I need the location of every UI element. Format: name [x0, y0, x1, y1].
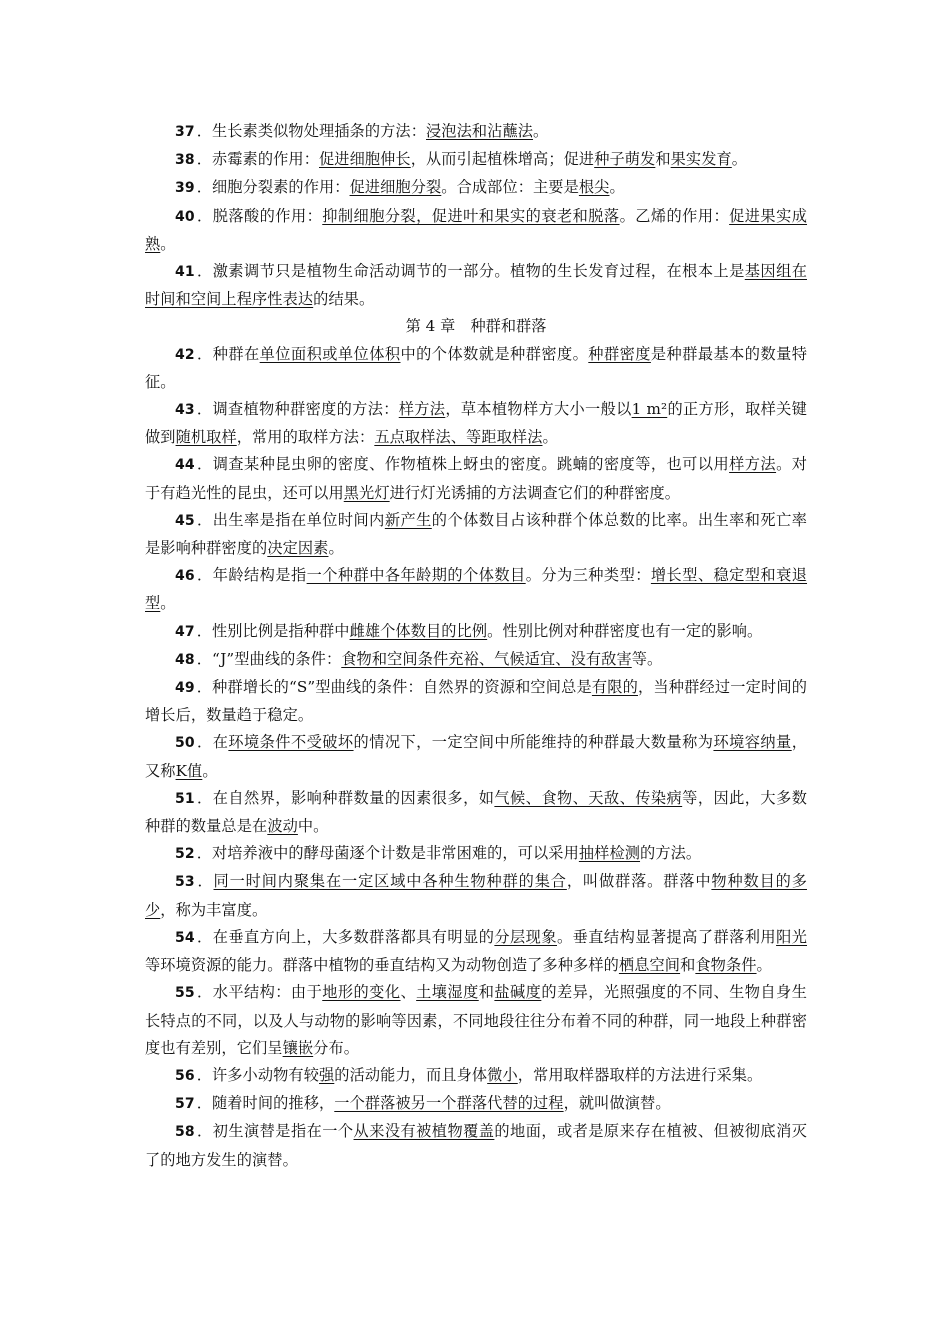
item-number: 49	[175, 680, 195, 697]
text-segment: 分布。	[313, 1038, 360, 1057]
underlined-answer: 环境容纳量	[713, 733, 792, 752]
item-number: 41	[175, 264, 195, 281]
text-segment: ．在	[196, 733, 229, 752]
text-segment: ．初生演替是指在一个	[196, 1122, 354, 1141]
underlined-answer: 镶嵌	[282, 1038, 314, 1057]
underlined-answer: 种子萌发	[594, 150, 656, 169]
text-segment: ．许多小动物有较	[196, 1065, 319, 1084]
text-segment: 是种群最基本的数量特征。	[145, 344, 808, 391]
underlined-answer: 一个种群中各年龄期的个体数目	[306, 566, 526, 585]
underlined-answer: 盐碱度	[494, 983, 542, 1002]
underlined-answer: 食物条件	[695, 956, 757, 975]
item-43	[145, 396, 807, 451]
text-segment: 等。	[631, 649, 663, 668]
underlined-answer: 样方法	[398, 400, 446, 419]
text-segment: 、	[400, 983, 417, 1002]
underlined-answer: 土壤湿度	[416, 983, 479, 1002]
text-segment: ．调查某种昆虫卵的密度、作物植株上蚜虫的密度。跳蝻的密度等，也可以用	[196, 455, 730, 474]
text-segment: 。	[542, 428, 558, 447]
item-number: 50	[175, 735, 195, 752]
text-segment: 。	[731, 150, 748, 169]
underlined-answer: 新产生	[384, 510, 432, 529]
underlined-answer: 抑制细胞分裂，促进叶和果实的衰老和脱落	[322, 206, 620, 225]
text-segment: 的正方形，取样关键做到	[145, 400, 807, 447]
underlined-answer: 阳光	[776, 927, 808, 946]
text-segment: 。	[328, 539, 344, 558]
text-segment: ，草本植物样方大小一般以	[445, 400, 632, 419]
item-41	[145, 258, 807, 313]
item-40	[145, 203, 807, 258]
text-segment: ．细胞分裂素的作用：	[196, 178, 350, 197]
underlined-answer: 环境条件不受破坏	[228, 733, 354, 752]
underlined-answer: 黑光灯	[343, 483, 390, 502]
text-segment: 的地面，或者是原来存在植被、但被彻底消灭了的地方发生的演替。	[145, 1122, 808, 1169]
text-segment: 的方法。	[640, 844, 702, 863]
text-segment: 的活动能力，而且身体	[334, 1065, 488, 1084]
chapter-heading: 第 4 章 种群和群落	[405, 317, 547, 336]
item-number: 44	[175, 457, 195, 474]
text-segment: ．种群增长的“S”型曲线的条件：自然界的资源和空间总是	[196, 678, 592, 697]
underlined-answer: 促进果实成熟	[145, 206, 808, 253]
item-44	[145, 451, 807, 506]
text-segment: 的差异，光照强度的不同、生物自身生长特点的不同，以及人与动物的影响等因素，不同地段往往分布着不同的种群，同一地段上种群密度也有差别，它们呈	[145, 983, 807, 1057]
underlined-answer: 单位面积或单位体积	[259, 344, 401, 363]
underlined-answer: 有限的	[591, 678, 639, 697]
item-number: 51	[175, 790, 195, 807]
underlined-answer: 促进细胞伸长	[319, 150, 411, 169]
item-number: 40	[175, 208, 195, 225]
text-segment: ．对培养液中的酵母菌逐个计数是非常困难的，可以采用	[196, 844, 579, 863]
item-number: 47	[175, 623, 195, 640]
underlined-answer: 同一时间内聚集在一定区域中各种生物种群的集合	[213, 872, 567, 891]
text-segment: 。	[160, 234, 176, 253]
text-segment: 。	[202, 761, 218, 780]
text-segment: 等，因此，大多数种群的数量总是在	[145, 788, 807, 836]
text-segment: 和	[655, 150, 671, 169]
underlined-answer: 物种数目的多少	[145, 872, 807, 919]
item-49	[145, 674, 807, 729]
underlined-answer: 决定因素	[267, 539, 329, 558]
underlined-answer: 促进细胞分裂	[349, 178, 442, 197]
underlined-answer: 分层现象	[494, 927, 557, 946]
text-segment: ．“J”型曲线的条件：	[196, 649, 342, 668]
item-42	[145, 341, 807, 396]
text-segment: 。	[756, 956, 772, 975]
item-56	[145, 1062, 807, 1090]
text-segment: ．随着时间的推移，	[196, 1094, 335, 1113]
item-38	[145, 146, 807, 174]
underlined-answer: 根尖	[578, 178, 610, 197]
text-segment: ．调查植物种群密度的方法：	[196, 400, 399, 419]
text-segment: ，叫做群落。群落中	[566, 872, 712, 891]
text-segment: 。	[609, 178, 625, 197]
item-number: 58	[175, 1124, 195, 1141]
text-segment: 。合成部位：主要是	[441, 178, 579, 197]
text-segment: 和	[680, 956, 696, 975]
item-52	[145, 840, 807, 868]
text-segment: ．在自然界，影响种群数量的因素很多，如	[196, 788, 495, 807]
item-47	[145, 618, 807, 646]
underlined-answer: K值	[175, 761, 203, 780]
text-segment: 的情况下，一定空间中所能维持的种群最大数量称为	[353, 733, 714, 752]
underlined-answer: 从来没有被植物覆盖	[353, 1122, 495, 1141]
text-segment: 。对于有趋光性的昆虫，还可以用	[145, 455, 807, 502]
text-segment: ．脱落酸的作用：	[196, 206, 323, 225]
item-number: 54	[175, 929, 195, 946]
item-number: 48	[175, 651, 195, 668]
item-number: 45	[175, 512, 195, 529]
item-number: 37	[175, 124, 195, 140]
text-segment: ，又称	[145, 733, 807, 780]
item-number: 46	[175, 568, 195, 585]
underlined-answer: 微小	[487, 1065, 518, 1084]
text-segment: 进行灯光诱捕的方法调查它们的种群密度。	[389, 483, 681, 502]
underlined-answer: 五点取样法、等距取样法	[374, 428, 543, 447]
underlined-answer: 增长型、稳定型和衰退型	[145, 566, 808, 613]
text-segment: ．性别比例是指种群中	[196, 621, 350, 640]
text-segment: 。分为三种类型：	[525, 566, 651, 585]
item-number: 57	[175, 1096, 195, 1113]
text-segment: 和	[478, 983, 495, 1002]
item-55	[145, 979, 807, 1062]
text-segment: ．水平结构：由于	[196, 983, 323, 1002]
text-segment: ．赤霉素的作用：	[196, 150, 319, 169]
item-number: 52	[175, 846, 195, 863]
underlined-answer: 样方法	[729, 455, 777, 474]
text-segment: 。	[533, 122, 549, 140]
item-48	[145, 646, 807, 674]
text-segment: 中。	[297, 817, 329, 836]
text-segment: 。乙烯的作用：	[619, 206, 730, 225]
text-segment: ，常用取样器取样的方法进行采集。	[517, 1065, 763, 1084]
item-54	[145, 924, 807, 979]
text-segment: 的个体数目占该种群个体总数的比率。出生率和死亡率是影响种群密度的	[145, 510, 807, 558]
text-segment: 中的个体数就是种群密度。	[400, 344, 589, 363]
item-37	[145, 118, 807, 146]
text-segment: 等环境资源的能力。群落中植物的垂直结构又为动物创造了多种多样的	[145, 956, 619, 975]
underlined-answer: 随机取样	[175, 428, 237, 447]
text-segment: ，从而引起植株增高；促进	[410, 150, 595, 169]
text-segment: ．在垂直方向上，大多数群落都具有明显的	[196, 927, 495, 946]
text-segment: ．激素调节只是植物生命活动调节的一部分。植物的生长发育过程，在根本上是	[196, 262, 745, 281]
text-segment: ．生长素类似物处理插条的方法：	[196, 122, 426, 140]
item-46	[145, 562, 807, 617]
item-number: 42	[175, 346, 195, 363]
text-segment: ．	[196, 872, 214, 891]
item-number: 39	[175, 180, 195, 197]
underlined-answer: 基因组在时间和空间上程序性表达	[145, 262, 807, 309]
underlined-answer: 种群密度	[588, 344, 651, 363]
item-number: 56	[175, 1067, 195, 1084]
underlined-answer: 抽样检测	[578, 844, 641, 863]
underlined-answer: 雌雄个体数目的比例	[349, 621, 488, 640]
item-number: 38	[175, 152, 195, 169]
text-segment: ，当种群经过一定时间的增长后，数量趋于稳定。	[145, 678, 807, 725]
item-58	[145, 1118, 807, 1173]
text-segment: ，常用的取样方法：	[236, 428, 375, 447]
item-51	[145, 785, 807, 840]
underlined-answer: 一个群落被另一个群落代替的过程	[334, 1094, 564, 1113]
text-segment: 。垂直结构显著提高了群落利用	[556, 927, 777, 946]
item-number: 55	[175, 985, 195, 1002]
item-number: 53	[175, 874, 195, 891]
underlined-answer: 波动	[267, 817, 298, 836]
text-segment: ．种群在	[196, 344, 260, 363]
item-53	[145, 868, 807, 923]
item-45	[145, 507, 807, 562]
underlined-answer: 1 m²	[631, 400, 668, 419]
text-segment: ，就叫做演替。	[563, 1094, 671, 1113]
underlined-answer: 浸泡法和沾蘸法	[426, 122, 534, 140]
item-number: 43	[175, 402, 195, 419]
underlined-answer: 强	[319, 1065, 335, 1084]
text-segment: 的结果。	[313, 290, 375, 309]
document-page	[145, 118, 807, 1174]
text-segment: 。	[160, 594, 176, 613]
underlined-answer: 栖息空间	[618, 956, 681, 975]
text-segment: 。性别比例对种群密度也有一定的影响。	[487, 621, 763, 640]
underlined-answer: 地形的变化	[322, 983, 401, 1002]
item-57	[145, 1090, 807, 1118]
underlined-answer: 果实发育	[670, 150, 732, 169]
underlined-answer: 食物和空间条件充裕、气候适宜、没有敌害	[341, 649, 632, 668]
text-segment: ．出生率是指在单位时间内	[196, 510, 385, 529]
item-39	[145, 174, 807, 202]
underlined-answer: 气候、食物、天敌、传染病	[494, 788, 683, 807]
text-segment: ，称为丰富度。	[160, 900, 268, 919]
item-50	[145, 729, 807, 784]
text-segment: ．年龄结构是指	[196, 566, 307, 585]
